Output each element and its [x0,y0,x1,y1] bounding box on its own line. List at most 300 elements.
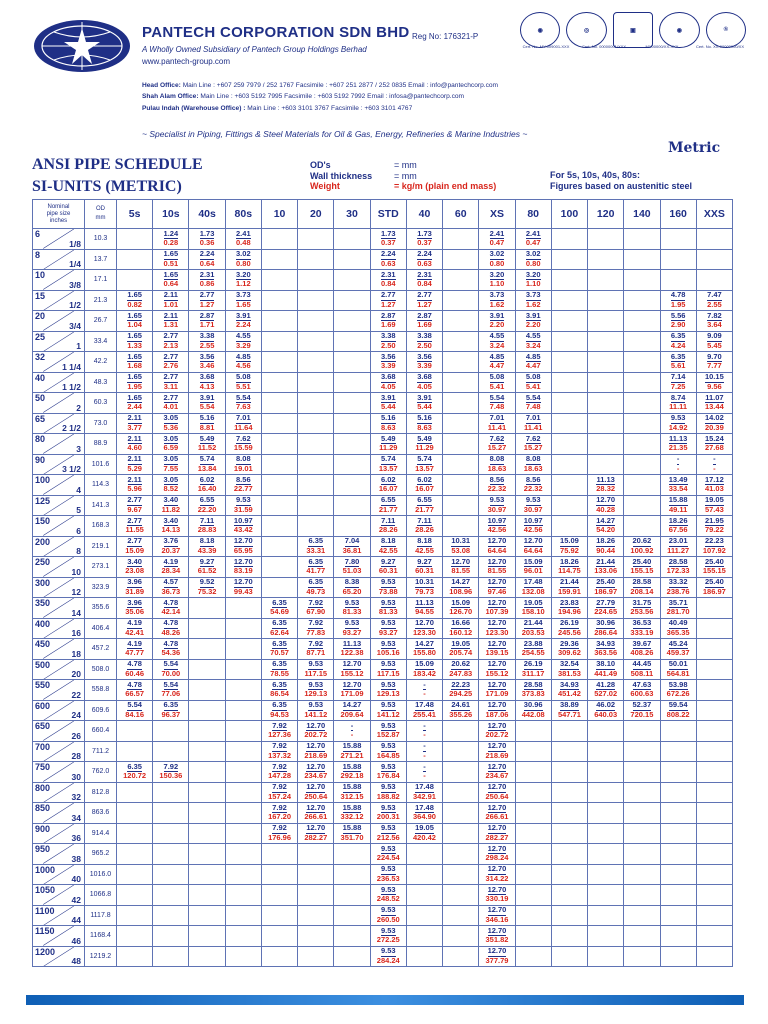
weight-value: 31.89 [125,586,144,596]
wall-thickness: 15.88 [342,823,362,833]
wall-thickness: 7.92 [272,782,287,792]
schedule-cell [298,844,334,865]
weight-value: 547.71 [557,709,581,719]
dn-value: 10 [35,270,46,280]
wall-thickness: 12.70 [451,556,471,566]
schedule-cell [261,413,297,434]
cell-values [334,763,369,781]
schedule-cell [261,618,297,639]
cell-values [371,373,406,391]
cell-values [371,291,406,309]
schedule-cell [479,598,515,619]
weight-value: 33.31 [306,545,326,555]
weight-value: 96.37 [161,709,181,719]
shah-alam-office-contact [142,93,464,100]
schedule-cell [117,700,153,721]
cell-values [153,537,188,555]
schedule-cell [298,249,334,270]
schedule-cell [406,782,442,803]
cell-values [624,537,659,555]
schedule-cell [298,946,334,967]
wall-thickness: 10.97 [233,515,253,525]
certification-numbers [520,44,746,49]
table-row [33,475,733,496]
schedule-cell [479,618,515,639]
cell-values [516,373,551,391]
dn-value: 250 [35,557,51,567]
cell-values [479,824,514,842]
wall-thickness: 5.49 [417,433,432,443]
wall-thickness: 5.74 [380,454,396,464]
schedule-cell [696,413,732,434]
schedule-cell [515,536,551,557]
weight-value: 28.32 [596,484,616,494]
wall-thickness: 14.27 [415,638,434,648]
schedule-cell [370,270,406,291]
wall-thickness: 12.70 [487,884,507,894]
wall-thickness: 2.31 [417,269,432,279]
schedule-cell [298,905,334,926]
table-row [33,803,733,824]
document-title: ANSI PIPE SCHEDULE [32,156,203,173]
schedule-cell [551,434,587,455]
nominal-size-cell [33,577,85,598]
weight-value: 64.64 [523,545,543,555]
cell-values [226,271,261,289]
office-label: Pulau Indah (Warehouse Office) : [142,105,246,112]
wall-thickness: 12.70 [233,536,253,546]
schedule-cell [479,885,515,906]
schedule-cell [261,331,297,352]
cell-values [298,537,333,555]
table-row [33,659,733,680]
schedule-cell [225,311,261,332]
weight-value: 164.85 [376,750,400,760]
wall-thickness: 12.70 [487,946,507,956]
legend-value: = mm [394,170,417,181]
schedule-cell [225,372,261,393]
table-row [33,721,733,742]
schedule-cell [225,536,261,557]
weight-value: 0.37 [417,238,432,248]
cell-values [189,414,224,432]
schedule-cell [406,803,442,824]
cell-values [189,455,224,473]
weight-value: 0.28 [163,238,179,248]
cell-values [516,619,551,637]
schedule-cell [406,639,442,660]
schedule-cell [443,926,479,947]
cell-values [697,517,732,535]
cell-values [262,763,297,781]
schedule-cell [153,659,189,680]
schedule-cell [588,331,624,352]
weight-value: 117.15 [304,668,328,678]
schedule-cell [370,618,406,639]
schedule-cell [153,311,189,332]
schedule-cell [261,372,297,393]
od-value: 1117.8 [85,905,117,926]
weight-value: 81.33 [378,607,398,617]
wall-thickness: - [423,720,426,730]
inch-size: 2 [76,402,81,413]
subsidiary-line: A Wholly Owned Subsidiary of Pantech Group Holdings Berhad [142,45,367,54]
cell-values [624,619,659,637]
schedule-cell [588,926,624,947]
cell-values [407,701,442,719]
wall-thickness: 15.09 [560,536,579,546]
nominal-size-cell [33,905,85,926]
schedule-cell [551,926,587,947]
schedule-cell [696,864,732,885]
weight-value: 99.43 [233,586,253,596]
schedule-cell [588,393,624,414]
schedule-cell [298,598,334,619]
schedule-cell [117,516,153,537]
schedule-cell [370,393,406,414]
weight-value: 312.15 [340,791,364,801]
weight-value: 218.69 [304,750,328,760]
schedule-cell [117,311,153,332]
weight-value: 7.25 [670,381,686,391]
schedule-cell [298,270,334,291]
cell-values [443,701,478,719]
cell-values [479,394,514,412]
wall-thickness: 2.77 [163,392,179,402]
weight-value: 0.63 [417,258,432,268]
schedule-cell [443,844,479,865]
cell-values [661,660,696,678]
wall-thickness: 9.53 [308,679,324,689]
weight-value: 11.52 [197,443,217,453]
weight-value: 150.36 [159,771,183,781]
weight-value: 0.84 [417,279,432,289]
wall-thickness: 12.70 [233,556,253,566]
weight-value: 4.56 [236,361,251,371]
schedule-cell [479,864,515,885]
weight-value: 49.73 [306,586,326,596]
schedule-cell [443,700,479,721]
schedule-cell [624,700,660,721]
wall-thickness: 19.05 [704,495,724,505]
wall-thickness: 3.05 [163,454,179,464]
table-row [33,495,733,516]
schedule-cell [261,352,297,373]
schedule-cell [660,680,696,701]
weight-value: 6.59 [163,443,179,453]
schedule-cell [153,680,189,701]
wall-thickness: 5.08 [489,372,505,382]
wall-thickness: 52.37 [632,700,652,710]
schedule-cell [334,946,370,967]
weight-value: 188.82 [376,791,400,801]
wall-thickness: 40.49 [668,618,688,628]
schedule-cell [588,782,624,803]
schedule-cell [189,577,225,598]
schedule-cell [153,516,189,537]
schedule-cell [515,352,551,373]
weight-value: 83.19 [233,566,253,576]
od-value: 406.4 [85,618,117,639]
schedule-cell [588,905,624,926]
weight-value: 13.57 [415,463,434,473]
wall-thickness: 2.24 [199,249,215,259]
weight-value: 420.42 [413,832,436,842]
schedule-cell [588,946,624,967]
schedule-cell [624,926,660,947]
nominal-size-cell [33,331,85,352]
weight-value: 1.69 [380,320,396,330]
schedule-cell [624,762,660,783]
cell-values [479,947,514,965]
cell-values [189,332,224,350]
cell-values [298,578,333,596]
schedule-cell [588,372,624,393]
schedule-cell [225,290,261,311]
wall-thickness: 9.53 [380,823,396,833]
schedule-cell [334,434,370,455]
schedule-cell [696,557,732,578]
cell-values [479,804,514,822]
cell-values [407,763,442,781]
weight-value: 123.30 [485,627,509,637]
schedule-cell [334,618,370,639]
schedule-cell [443,577,479,598]
wall-thickness: 3.73 [236,290,251,300]
weight-value: 42.55 [378,545,398,555]
schedule-cell [189,864,225,885]
weight-value: 79.73 [415,586,434,596]
schedule-cell [551,331,587,352]
schedule-cell [298,290,334,311]
wall-thickness: 6.35 [272,638,287,648]
cell-values [443,619,478,637]
weight-value: 27.68 [704,443,724,453]
cell-values [661,701,696,719]
cell-values [334,537,369,555]
cell-values [371,619,406,637]
nominal-size-cell [33,495,85,516]
weight-value: 260.50 [376,914,400,924]
weight-value: 114.75 [558,566,581,576]
cell-values [334,640,369,658]
table-row [33,331,733,352]
cell-values [153,476,188,494]
schedule-cell [406,926,442,947]
schedule-cell [117,475,153,496]
wall-thickness: 7.01 [525,413,541,423]
wall-thickness: 3.40 [163,515,179,525]
weight-value: 20.37 [161,545,181,555]
weight-value: 365.35 [666,627,690,637]
schedule-cell [406,393,442,414]
schedule-cell [370,782,406,803]
table-row [33,762,733,783]
schedule-cell [406,823,442,844]
weight-value: 3.39 [417,361,432,371]
cell-values [443,599,478,617]
weight-value: - [676,463,680,473]
schedule-cell [551,557,587,578]
wall-thickness: 3.96 [127,577,142,587]
weight-value: 254.55 [521,648,545,658]
schedule-cell [479,413,515,434]
wall-thickness: 9.53 [380,741,396,751]
certification-badge-icon: ◉ [520,12,560,48]
weight-value: 78.55 [270,668,289,678]
schedule-cell [406,372,442,393]
schedule-cell [696,782,732,803]
schedule-cell [225,721,261,742]
table-row [33,557,733,578]
schedule-cell [406,516,442,537]
schedule-cell [588,557,624,578]
cell-values [588,496,623,514]
wall-thickness: 1.65 [163,269,179,279]
table-header-row [33,200,733,229]
schedule-cell [588,290,624,311]
cell-values [226,476,261,494]
dn-value: 350 [35,598,51,608]
schedule-cell [588,803,624,824]
weight-value: 21.77 [378,504,398,514]
schedule-cell [298,680,334,701]
cell-values [407,722,442,740]
schedule-cell [261,803,297,824]
cell-values [189,476,224,494]
schedule-cell [660,926,696,947]
inch-size: 1 1/2 [62,382,81,392]
wall-thickness: 29.36 [560,638,579,648]
weight-value: 160.12 [449,627,473,637]
cell-values [262,660,297,678]
wall-thickness: 3.38 [199,331,215,341]
schedule-cell [334,516,370,537]
website-link[interactable]: www.pantech-group.com [142,57,231,66]
schedule-cell [660,639,696,660]
schedule-cell [261,311,297,332]
od-value: 60.3 [85,393,117,414]
cell-values [443,681,478,699]
wall-thickness: 6.02 [417,474,432,484]
weight-value: 81.55 [487,566,507,576]
wall-thickness: 6.35 [308,577,324,587]
cell-values [117,517,152,535]
cell-values [226,455,261,473]
schedule-cell [515,249,551,270]
cell-values [479,414,514,432]
wall-thickness: 1.24 [163,228,179,238]
cell-values [153,394,188,412]
schedule-cell [515,741,551,762]
weight-value: 171.09 [485,689,509,699]
schedule-cell [334,352,370,373]
schedule-cell [334,372,370,393]
cell-values [407,783,442,801]
wall-thickness: 6.35 [272,700,287,710]
wall-thickness: 9.53 [380,577,396,587]
weight-value: 172.33 [666,566,690,576]
schedule-cell [660,598,696,619]
schedule-cell [443,352,479,373]
dn-value: 90 [35,454,46,465]
wall-thickness: 3.91 [417,392,432,402]
cell-values [697,558,732,576]
wall-thickness: 6.02 [199,474,215,484]
schedule-cell [443,946,479,967]
inch-size: 1/2 [69,300,81,310]
dn-value: 125 [35,495,51,506]
schedule-cell [479,557,515,578]
weight-value: 351.70 [340,832,364,842]
nominal-size-cell [33,680,85,701]
weight-value: 16.07 [378,484,398,494]
schedule-cell [298,372,334,393]
schedule-cell [261,454,297,475]
wall-thickness: 5.49 [199,433,215,443]
schedule-cell [225,270,261,291]
cert-number: MY00000/XX-XXX [645,44,679,49]
wall-thickness: 7.92 [272,802,287,812]
weight-value: 2.20 [489,320,505,330]
cert-number: Cert. No. XX-00000000/XX [695,44,745,49]
schedule-cell [624,331,660,352]
schedule-cell [153,413,189,434]
wall-thickness: 2.77 [163,372,179,382]
schedule-cell [261,536,297,557]
weight-value: - [423,689,426,699]
weight-value: 67.90 [306,607,326,617]
cell-values [117,496,152,514]
schedule-cell [660,885,696,906]
cell-values [516,455,551,473]
schedule-cell [370,659,406,680]
cell-values [117,537,152,555]
table-row [33,926,733,947]
schedule-cell [660,823,696,844]
wall-thickness: 38.10 [596,659,616,669]
cell-values [588,517,623,535]
schedule-cell [261,598,297,619]
cell-values [516,291,551,309]
cell-values [262,783,297,801]
schedule-cell [370,946,406,967]
cell-values [153,496,188,514]
nominal-size-cell [33,803,85,824]
cell-values [153,558,188,576]
od-value: 33.4 [85,331,117,352]
wall-thickness: 3.68 [199,372,215,382]
od-value: 88.9 [85,434,117,455]
weight-value: 16.40 [197,484,217,494]
weight-value: 129.13 [304,689,328,699]
schedule-cell [588,639,624,660]
schedule-cell [189,454,225,475]
schedule-cell [334,844,370,865]
schedule-cell [225,864,261,885]
wall-thickness: 3.05 [163,474,179,484]
weight-value: 86.54 [270,689,289,699]
weight-value: 93.27 [378,627,398,637]
cell-values [516,230,551,248]
schedule-cell [298,618,334,639]
schedule-cell [696,290,732,311]
wall-thickness: 12.70 [306,741,326,751]
schedule-cell [479,434,515,455]
weight-value: 1.95 [670,299,686,309]
cell-values [371,537,406,555]
cell-values [407,660,442,678]
